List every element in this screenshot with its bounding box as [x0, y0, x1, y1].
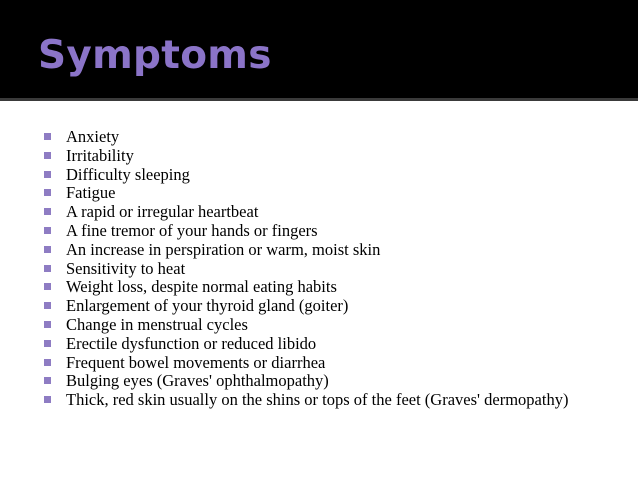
list-item-text: Erectile dysfunction or reduced libido — [66, 333, 317, 353]
symptom-list — [44, 128, 614, 410]
list-item — [44, 278, 614, 297]
list-item — [44, 222, 614, 241]
list-item-text: Difficulty sleeping — [66, 164, 190, 184]
square-bullet-icon — [44, 377, 51, 384]
square-bullet-icon — [44, 152, 51, 159]
list-item — [44, 260, 614, 279]
list-item-text: An increase in perspiration or warm, moist skin — [66, 239, 381, 259]
list-item — [44, 372, 614, 391]
list-item-text: Anxiety — [66, 127, 120, 146]
list-item-text: Sensitivity to heat — [66, 258, 186, 278]
slide-title: Symptoms — [38, 33, 272, 78]
square-bullet-icon — [44, 208, 51, 215]
square-bullet-icon — [44, 396, 51, 403]
list-item-text: Frequent bowel movements or diarrhea — [66, 352, 326, 372]
square-bullet-icon — [44, 189, 51, 196]
square-bullet-icon — [44, 302, 51, 309]
list-item — [44, 147, 614, 166]
list-item — [44, 335, 614, 354]
list-item-text: Fatigue — [66, 183, 116, 203]
square-bullet-icon — [44, 133, 51, 140]
list-item — [44, 241, 614, 260]
square-bullet-icon — [44, 283, 51, 290]
square-bullet-icon — [44, 227, 51, 234]
list-item-text: A fine tremor of your hands or fingers — [66, 220, 318, 240]
list-item-text: Bulging eyes (Graves' ophthalmopathy) — [66, 371, 329, 391]
square-bullet-icon — [44, 340, 51, 347]
list-item-text: Thick, red skin usually on the shins or tops of the feet (Graves' dermopathy) — [66, 390, 569, 410]
square-bullet-icon — [44, 321, 51, 328]
square-bullet-icon — [44, 171, 51, 178]
list-item — [44, 297, 614, 316]
list-item — [44, 184, 614, 203]
list-item — [44, 316, 614, 335]
list-item-text: A rapid or irregular heartbeat — [66, 202, 259, 222]
title-bar — [0, 0, 638, 101]
list-item — [44, 128, 614, 147]
list-item-text: Weight loss, despite normal eating habits — [66, 277, 337, 297]
list-item — [44, 391, 614, 410]
list-item-text: Irritability — [66, 145, 134, 165]
list-item — [44, 203, 614, 222]
square-bullet-icon — [44, 359, 51, 366]
square-bullet-icon — [44, 246, 51, 253]
list-item — [44, 166, 614, 185]
list-item — [44, 354, 614, 373]
square-bullet-icon — [44, 265, 51, 272]
list-item-text: Change in menstrual cycles — [66, 314, 248, 334]
list-item-text: Enlargement of your thyroid gland (goiter) — [66, 296, 349, 316]
